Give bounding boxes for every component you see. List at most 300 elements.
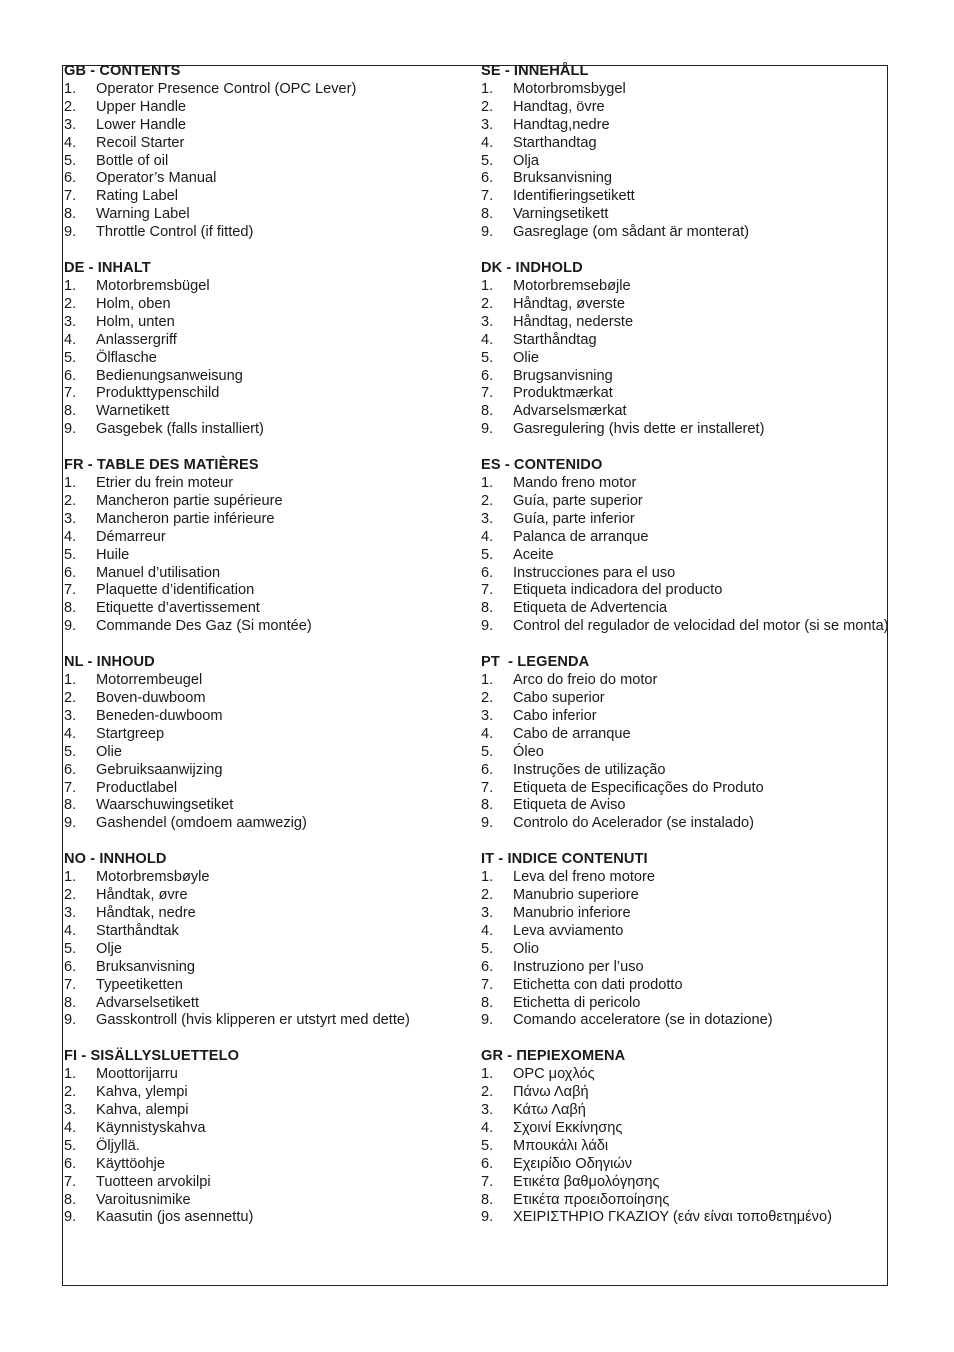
item-text: Etiqueta indicadora del producto [513,582,723,599]
item-text: Starthåndtak [96,922,179,939]
item-number: 9. [64,815,77,832]
item-text: Typeetiketten [96,976,183,993]
list-item [64,887,469,905]
list-item [481,1192,889,1210]
list-item [64,278,469,296]
item-number: 2. [64,690,77,706]
list-item [64,582,469,600]
item-number: 7. [64,385,77,402]
list-item [481,708,889,726]
item-text: Guía, parte superior [513,492,643,509]
item-text: Etiqueta de Especificações do Produto [513,779,764,796]
item-text: Gasreglage (om sådant är monterat) [513,224,750,241]
item-number: 7. [64,779,77,796]
item-text: Operator’s Manual [96,170,217,187]
list-item [64,1156,469,1174]
item-text: Mancheron partie supérieure [96,492,283,509]
item-text: Waarschuwingsetiket [96,797,234,814]
item-number: 9. [64,1012,77,1029]
item-number: 5. [481,1137,494,1154]
item-text: Käynnistyskahva [96,1119,206,1136]
item-text: Käyttöohje [96,1155,165,1172]
item-number: 4. [64,331,77,348]
item-number: 2. [481,690,494,706]
section-heading: GB - CONTENTS [64,63,181,79]
item-list [481,278,889,439]
item-number: 2. [64,1084,77,1101]
item-text: Σχοινί Εκκίνησης [513,1119,623,1136]
item-text: Tuotteen arvokilpi [96,1173,211,1190]
item-text: Produkttypenschild [96,385,220,402]
list-item [64,565,469,583]
item-number: 3. [64,904,77,921]
item-text: Productlabel [96,779,178,796]
section-heading: DK - INDHOLD [481,260,583,277]
list-item [481,762,889,780]
item-text: Motorrembeugel [96,672,203,689]
item-list [64,81,469,242]
list-item [481,1102,889,1120]
item-number: 7. [481,779,494,796]
item-number: 7. [64,188,77,205]
item-list [64,672,469,833]
section-it [481,851,889,1030]
item-number: 5. [64,1137,77,1154]
item-number: 9. [481,421,494,438]
list-item [64,815,469,833]
item-number: 4. [481,528,494,545]
list-item [481,368,889,386]
list-item [481,923,889,941]
item-text: Kahva, alempi [96,1102,189,1119]
item-number: 6. [481,1155,494,1172]
item-text: Varningsetikett [513,206,609,223]
list-item [64,1012,469,1030]
item-number: 7. [64,1173,77,1190]
item-number: 2. [64,295,77,312]
item-text: Cabo inferior [513,707,597,724]
list-item [481,81,889,99]
item-text: Anlassergriff [96,331,177,348]
list-item [64,1084,469,1102]
list-item [481,117,889,135]
list-item [481,618,889,636]
item-text: Recoil Starter [96,134,185,151]
list-item [481,332,889,350]
item-text: Etiquette d’avertissement [96,600,260,617]
item-text: Holm, unten [96,313,175,330]
list-item [481,941,889,959]
section-heading: FI - SISÄLLYSLUETTELO [64,1048,240,1065]
item-number: 4. [64,725,77,742]
list-item [64,1120,469,1138]
item-text: Handtag, övre [513,98,605,115]
item-number: 9. [481,224,494,241]
item-text: Instrucciones para el uso [513,564,676,581]
item-number: 9. [64,618,77,635]
section-heading: PT - LEGENDA [481,654,590,671]
right-column [481,63,889,1245]
item-text: Manubrio inferiore [513,904,631,921]
list-item [481,170,889,188]
item-number: 8. [481,600,494,617]
list-item [64,1192,469,1210]
item-text: Palanca de arranque [513,528,649,545]
section-heading: DE - INHALT [64,260,151,277]
item-text: Kahva, ylempi [96,1084,188,1101]
item-number: 8. [64,600,77,617]
list-item [64,1066,469,1084]
item-number: 5. [481,940,494,957]
item-text: Ετικέτα προειδοποίησης [513,1191,670,1208]
list-item [481,1066,889,1084]
item-number: 8. [481,797,494,814]
section-nl [64,654,469,833]
section-es [481,457,889,636]
item-text: Bedienungsanweisung [96,367,243,384]
item-text: Kaasutin (jos asennettu) [96,1209,254,1226]
list-item [481,797,889,815]
item-number: 8. [481,1191,494,1208]
list-item [64,350,469,368]
item-list [64,1066,469,1227]
list-item [481,188,889,206]
list-item [481,547,889,565]
list-item [481,1156,889,1174]
list-item [64,170,469,188]
section-se [481,63,889,242]
item-text: Etiqueta de Advertencia [513,600,668,617]
list-item [64,708,469,726]
list-item [481,403,889,421]
list-item [64,869,469,887]
item-number: 8. [481,994,494,1011]
item-list [481,1066,889,1227]
item-text: Huile [96,546,130,563]
item-text: Comando acceleratore (se in dotazione) [513,1012,773,1029]
item-number: 1. [64,1066,77,1083]
item-list [64,278,469,439]
list-item [481,314,889,332]
item-number: 2. [481,492,494,509]
item-text: Warning Label [96,206,190,223]
item-number: 5. [64,546,77,563]
list-item [481,600,889,618]
item-text: Manubrio superiore [513,887,639,904]
list-item [64,385,469,403]
list-item [64,995,469,1013]
list-item [481,385,889,403]
list-item [64,224,469,242]
item-number: 4. [481,331,494,348]
item-number: 4. [64,134,77,151]
list-item [481,475,889,493]
item-text: Handtag,nedre [513,116,610,133]
item-text: Etrier du frein moteur [96,475,234,492]
item-text: Gasregulering (hvis dette er installeret) [513,421,765,438]
item-number: 2. [481,98,494,115]
item-number: 4. [481,922,494,939]
item-text: Brugsanvisning [513,367,613,384]
section-no [64,851,469,1030]
item-text: Gasgebek (falls installiert) [96,421,264,438]
item-number: 1. [481,80,494,97]
section-heading: NL - INHOUD [64,654,155,671]
item-number: 6. [481,170,494,187]
list-item [64,977,469,995]
item-text: Starthandtag [513,134,597,151]
list-item [64,762,469,780]
section-gr [481,1048,889,1227]
item-number: 2. [481,295,494,312]
item-number: 3. [481,707,494,724]
list-item [64,421,469,439]
item-text: Olje [96,940,122,957]
item-number: 5. [481,349,494,366]
list-item [64,153,469,171]
item-number: 2. [481,887,494,904]
item-text: Varoitusnimike [96,1191,191,1208]
list-item [481,493,889,511]
list-item [64,547,469,565]
item-number: 8. [64,206,77,223]
item-number: 7. [481,976,494,993]
item-text: Moottorijarru [96,1066,178,1083]
item-text: Control del regulador de velocidad del motor (si se monta) [513,618,889,635]
item-number: 3. [481,116,494,133]
list-item [64,511,469,529]
item-number: 5. [64,349,77,366]
item-number: 8. [481,403,494,420]
item-text: Starthåndtag [513,331,597,348]
item-number: 6. [64,761,77,778]
list-item [64,117,469,135]
item-number: 6. [64,958,77,975]
list-item [64,1102,469,1120]
item-text: Bruksanvisning [513,170,612,187]
item-text: Arco do freio do motor [513,672,658,689]
list-item [481,153,889,171]
list-item [64,314,469,332]
list-item [481,869,889,887]
item-number: 3. [64,1102,77,1119]
item-text: Guía, parte inferior [513,510,635,527]
item-number: 6. [64,170,77,187]
item-number: 9. [64,224,77,241]
section-heading: NO - INNHOLD [64,851,167,868]
section-gb [64,63,469,242]
list-item [64,618,469,636]
item-number: 5. [481,546,494,563]
section-heading: ES - CONTENIDO [481,457,603,474]
item-text: Håndtak, øvre [96,887,188,904]
list-item [481,744,889,762]
item-number: 3. [64,313,77,330]
item-text: Πάνω Λαβή [513,1084,589,1101]
list-item [64,905,469,923]
item-text: Instruziono per l’uso [513,958,644,975]
list-item [481,582,889,600]
section-heading: FR - TABLE DES MATIÈRES [64,457,259,474]
item-number: 1. [481,869,494,886]
item-text: Cabo superior [513,690,605,706]
item-number: 3. [481,313,494,330]
item-number: 7. [481,582,494,599]
item-text: Operator Presence Control (OPC Lever) [96,80,357,97]
item-number: 3. [481,510,494,527]
list-item [481,1209,889,1227]
item-text: Κάτω Λαβή [513,1102,586,1119]
list-item [64,1174,469,1192]
item-text: Håndtag, øverste [513,295,625,312]
item-number: 8. [64,994,77,1011]
section-pt [481,654,889,833]
item-text: Gashendel (omdoem aamwezig) [96,815,307,832]
item-text: Démarreur [96,528,166,545]
item-number: 4. [481,134,494,151]
item-text: Rating Label [96,188,178,205]
item-text: Holm, oben [96,295,171,312]
list-item [481,1084,889,1102]
item-text: Öljyllä. [96,1137,140,1154]
item-number: 9. [64,1209,77,1226]
list-item [64,493,469,511]
item-text: Ετικέτα βαθμολόγησης [513,1173,660,1190]
list-item [481,278,889,296]
item-number: 7. [481,188,494,205]
item-text: Upper Handle [96,98,187,115]
item-number: 7. [64,976,77,993]
list-item [64,529,469,547]
item-text: Leva del freno motore [513,869,655,886]
section-fi [64,1048,469,1227]
list-item [481,959,889,977]
item-number: 7. [481,1173,494,1190]
item-text: Motorbremsbøyle [96,869,210,886]
item-text: Motorbremsbügel [96,277,210,294]
list-item [481,224,889,242]
list-item [64,81,469,99]
list-item [481,421,889,439]
list-item [481,99,889,117]
item-number: 2. [64,887,77,904]
item-number: 6. [481,958,494,975]
list-item [64,368,469,386]
item-text: Etichetta di pericolo [513,994,641,1011]
list-item [64,296,469,314]
list-item [64,135,469,153]
item-number: 8. [64,797,77,814]
item-text: Gasskontroll (hvis klipperen er utstyrt med dette) [96,1012,410,1029]
item-text: Motorbremsebøjle [513,277,631,294]
list-item [481,565,889,583]
item-text: Håndtag, nederste [513,313,634,330]
item-text: Etiqueta de Aviso [513,797,626,814]
item-text: Lower Handle [96,116,187,133]
item-number: 3. [64,510,77,527]
item-number: 1. [481,1066,494,1083]
item-text: Startgreep [96,725,165,742]
item-number: 1. [64,277,77,294]
item-number: 6. [64,564,77,581]
item-text: Olie [513,349,539,366]
item-list [481,475,889,636]
item-number: 1. [481,277,494,294]
list-item [481,135,889,153]
list-item [481,690,889,708]
list-item [64,475,469,493]
item-text: Ölflasche [96,349,157,366]
list-item [481,206,889,224]
item-number: 5. [64,743,77,760]
item-number: 7. [64,582,77,599]
item-number: 8. [481,206,494,223]
item-number: 3. [481,904,494,921]
list-item [481,672,889,690]
list-item [64,99,469,117]
item-text: Warnetikett [96,403,170,420]
item-text: Manuel d’utilisation [96,564,221,581]
item-number: 8. [64,403,77,420]
list-item [64,403,469,421]
left-column [64,63,469,1245]
list-item [481,511,889,529]
section-heading: GR - ΠΕΡΙΕΧΟΜΕΝΑ [481,1048,626,1065]
list-item [64,672,469,690]
list-item [481,1138,889,1156]
item-number: 2. [64,492,77,509]
section-dk [481,260,889,439]
item-text: Håndtak, nedre [96,904,196,921]
item-text: Boven-duwboom [96,690,206,706]
list-item [481,1174,889,1192]
list-item [64,923,469,941]
item-text: Motorbromsbygel [513,80,626,97]
list-item [64,1209,469,1227]
item-text: Advarselsetikett [96,994,200,1011]
section-heading: SE - INNEHÅLL [481,63,589,79]
list-item [481,995,889,1013]
section-de [64,260,469,439]
list-item [481,350,889,368]
item-number: 4. [481,725,494,742]
list-item [64,690,469,708]
list-item [64,797,469,815]
section-heading: IT - INDICE CONTENUTI [481,851,648,868]
item-text: ΧΕΙΡΙΣΤΗΡΙΟ ΓΚΑΖΙΟΥ (εάν είναι τοποθετημένο) [513,1209,832,1226]
item-text: Olja [513,152,539,169]
item-number: 2. [481,1084,494,1101]
item-text: Mancheron partie inférieure [96,510,275,527]
item-number: 4. [64,528,77,545]
item-number: 5. [481,743,494,760]
list-item [64,188,469,206]
list-item [64,206,469,224]
item-text: Mando freno motor [513,475,637,492]
item-number: 6. [481,564,494,581]
item-number: 1. [481,475,494,492]
item-text: Commande Des Gaz (Si montée) [96,618,312,635]
item-text: Identifieringsetikett [513,188,635,205]
list-item [64,1138,469,1156]
item-list [481,869,889,1030]
item-text: Óleo [513,743,544,760]
item-number: 4. [481,1119,494,1136]
item-list [481,672,889,833]
item-number: 9. [481,1209,494,1226]
list-item [481,887,889,905]
list-item [481,905,889,923]
